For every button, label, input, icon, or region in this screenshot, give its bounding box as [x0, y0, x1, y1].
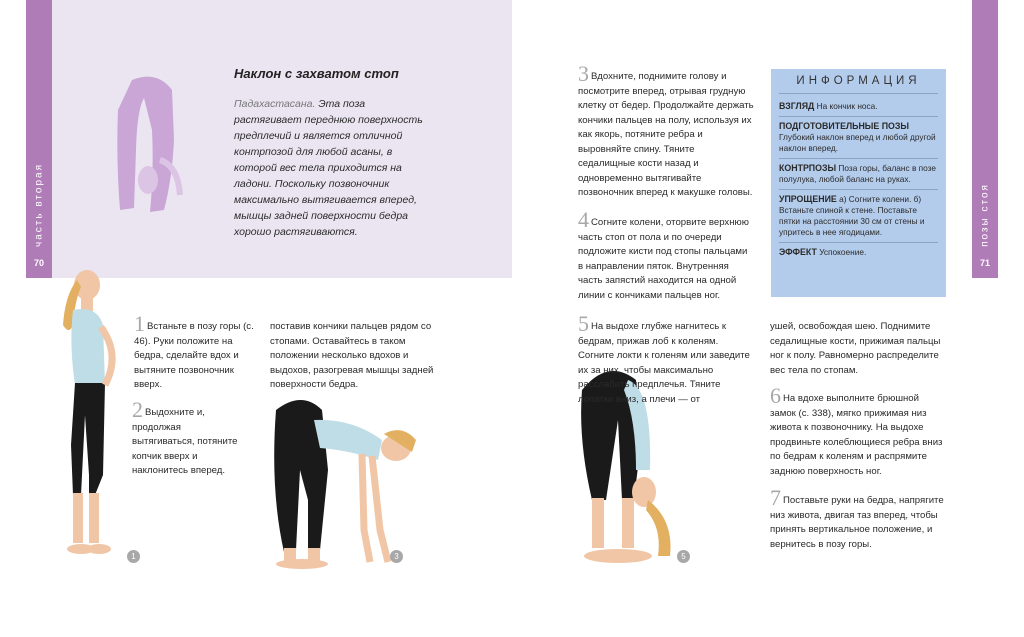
forward-fold-silhouette — [102, 70, 202, 220]
photo-badge-3: 3 — [390, 550, 403, 563]
section-tab-left — [26, 0, 52, 278]
step-2-continued — [270, 320, 448, 393]
step-text: Согните колени, оторвите верхнюю часть стоп от пола и по очереди подложите кисти под стопы пальцами в направлении пяток. Внутренняя часть запястий находится на одной линии с кончиками пальцев ног. — [578, 217, 749, 301]
step-1 — [134, 311, 258, 393]
page-number-right: 71 — [979, 258, 990, 268]
photo-badge-1: 1 — [127, 550, 140, 563]
step-text: поставив кончики пальцев рядом со стопами. Оставайтесь в таком положении несколько вдохов и выдохов, разогревая мышцы задней поверхности бедра. — [270, 321, 434, 390]
step-number: 6 — [770, 383, 781, 408]
info-title: ИНФОРМАЦИЯ — [779, 75, 938, 94]
pose-header-panel — [52, 0, 512, 278]
info-effect — [779, 243, 938, 262]
step-text: На выдохе глубже нагнитесь к бедрам, прижав лоб к коленям. Согните локти к голеням или заведите их за них, чтобы максимально расслабить предплечья. Тяните лопатки вниз, а плечи — от — [578, 321, 750, 405]
section-label-left: часть вторая — [33, 163, 45, 247]
step-text: На вдохе выполните брюшной замок (с. 338), мягко прижимая низ живота к позвоночнику. На выдохе продвиньте колеблющиеся ребра вниз по бедрам к коленям и распрямите заднюю поверхность ног. — [770, 393, 943, 477]
info-counterposes — [779, 159, 938, 190]
info-value: а) Согните колени. б) Встаньте спиной к стене. Поставьте пятки на расстоянии 30 см от стены и упритесь в нее ягодицами. — [779, 194, 925, 237]
step-number: 2 — [132, 397, 143, 422]
pose-intro — [234, 96, 434, 240]
step-text: ушей, освобождая шею. Поднимите седалищные кости, прижимая пальцы ног к полу. Равномерно распределите вес тела по стопам. — [770, 321, 941, 376]
step-3 — [578, 61, 754, 201]
step-5-continued — [770, 320, 946, 378]
step-number: 1 — [134, 311, 145, 336]
info-panel — [771, 69, 946, 297]
info-preparatory — [779, 117, 938, 159]
pose-sanskrit-name: Падахастасана. — [234, 98, 316, 110]
step-6 — [770, 383, 946, 479]
info-key: ВЗГЛЯД — [779, 101, 815, 111]
section-tab-right — [972, 0, 998, 278]
info-gaze — [779, 97, 938, 117]
step-text: Выдохните и, продолжая вытягиваться, потяните копчик вверх и наклонитесь вперед. — [132, 407, 238, 476]
pose-title: Наклон с захватом стоп — [234, 66, 399, 81]
info-value: Поза горы, баланс в позе полулука, любой баланс на руках. — [779, 163, 936, 184]
info-key: УПРОЩЕНИЕ — [779, 194, 837, 204]
step-5 — [578, 311, 754, 407]
photo-badge-5: 5 — [677, 550, 690, 563]
step-number: 3 — [578, 61, 589, 86]
step-number: 4 — [578, 207, 589, 232]
pose-intro-text: Эта поза растягивает переднюю поверхность предплечий и является отличной контрпозой для любой асаны, в которой вес тела приходится на ладони. Поскольку позвоночник максимально вытягивается вперед, мышцы задней поверхности бедра хорошо растягиваются. — [234, 98, 423, 238]
step-number: 5 — [578, 311, 589, 336]
info-value: Глубокий наклон вперед и любой другой наклон вперед. — [779, 132, 936, 153]
info-key: КОНТРПОЗЫ — [779, 163, 837, 173]
step-text: Поставьте руки на бедра, напрягите низ живота, двигая таз вперед, чтобы принять вертикальное положение, и вернитесь в позу горы. — [770, 495, 944, 550]
info-value: Успокоение. — [819, 247, 867, 257]
step-2 — [132, 397, 246, 479]
pose-photo-half-fold — [262, 390, 432, 570]
info-modification — [779, 190, 938, 243]
step-7 — [770, 485, 946, 552]
page-number-left: 70 — [33, 258, 44, 268]
info-key: ЭФФЕКТ — [779, 247, 817, 257]
pose-photo-standing — [55, 265, 135, 565]
step-number: 7 — [770, 485, 781, 510]
info-value: На кончик носа. — [816, 101, 878, 111]
step-text: Вдохните, поднимите голову и посмотрите вперед, отрывая грудную клетку от бедер. Продолжайте держать кончики пальцев на полу, используя их как якорь, потяните ребра и выровняйте спину. Тяните седалищные кости назад и одновременно вытягивайте позвоночник вперед к макушке головы. — [578, 71, 754, 198]
step-4 — [578, 207, 754, 303]
step-text: Встаньте в позу горы (с. 46). Руки положите на бедра, сделайте вдох и вытяните позвоночник вверх. — [134, 321, 254, 390]
info-key: ПОДГОТОВИТЕЛЬНЫЕ ПОЗЫ — [779, 121, 910, 131]
section-label-right: позы стоя — [979, 183, 991, 247]
